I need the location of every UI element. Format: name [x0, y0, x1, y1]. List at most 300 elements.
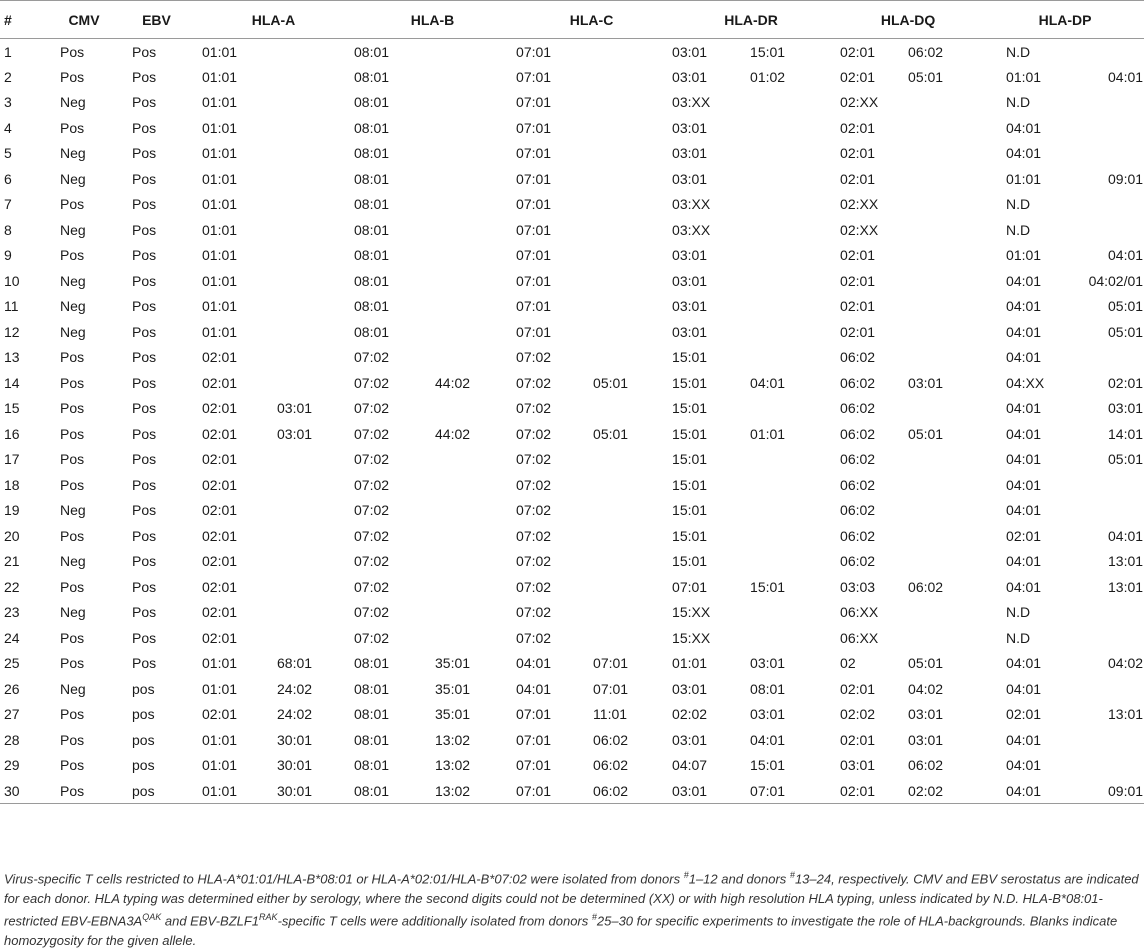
cell-hla-dr-1: 03:01	[672, 323, 708, 340]
cell-hla-a-2	[269, 294, 354, 320]
cell-hla-dr-1: 15:01	[672, 451, 708, 468]
cell-hla-c-2	[593, 90, 672, 116]
cell-hla-c-1: 07:01	[516, 298, 552, 315]
cell-hla-a-2	[269, 370, 354, 396]
table-row	[0, 90, 1144, 116]
cell-ebv: Pos	[132, 374, 157, 391]
cell-hla-b-2	[435, 64, 511, 90]
cell-cmv: Pos	[60, 451, 85, 468]
cell-cmv: Pos	[60, 196, 85, 213]
cell-hla-dp-2	[1071, 217, 1144, 243]
cell-hla-c-1: 07:01	[516, 145, 552, 162]
cell-hla-dq-1: 06:XX	[840, 604, 879, 621]
cell-hla-b-2	[435, 243, 511, 269]
cell-hla-dq-2	[908, 141, 986, 167]
cell-hla-c-2	[593, 345, 672, 371]
cell-hla-dp-2: 04:02/01	[1088, 272, 1144, 289]
table-row	[0, 753, 1144, 779]
cell-hla-c-1: 07:01	[516, 757, 552, 774]
cell-hla-dq-2	[908, 294, 986, 320]
cell-hla-b-2	[435, 549, 511, 575]
cell-hla-dq-1: 02:01	[840, 731, 876, 748]
cell-hla-dp-1: 02:01	[1006, 706, 1042, 723]
cell-number: 29	[4, 757, 20, 774]
cell-ebv: Pos	[132, 119, 157, 136]
cell-hla-dr-2	[750, 192, 830, 218]
cell-hla-c-1: 07:02	[516, 349, 552, 366]
cell-hla-dr-2: 03:01	[750, 706, 786, 723]
cell-hla-a-2	[269, 319, 354, 345]
cell-hla-dp-2: 02:01	[1108, 374, 1144, 391]
cell-hla-dr-2	[750, 268, 830, 294]
cell-cmv: Pos	[60, 68, 85, 85]
cell-hla-a-1: 01:01	[202, 170, 238, 187]
cell-hla-dq-2: 03:01	[908, 374, 944, 391]
cell-hla-a-2: 03:01	[277, 400, 313, 417]
cell-hla-dp-2	[1071, 115, 1144, 141]
cell-hla-dp-1: 01:01	[1006, 247, 1042, 264]
cell-hla-dr-2	[750, 294, 830, 320]
cell-hla-b-1: 08:01	[354, 731, 390, 748]
cell-hla-c-1: 07:01	[516, 170, 552, 187]
cell-number: 17	[4, 451, 20, 468]
cell-hla-a-2	[269, 523, 354, 549]
cell-hla-b-1: 07:02	[354, 451, 390, 468]
cell-ebv: Pos	[132, 221, 157, 238]
cell-hla-dp-1: 04:01	[1006, 272, 1042, 289]
cell-hla-c-1: 07:01	[516, 94, 552, 111]
cell-hla-b-2: 35:01	[435, 680, 471, 697]
cell-hla-dq-2	[908, 243, 986, 269]
cell-hla-dp-1: 04:01	[1006, 425, 1042, 442]
cell-number: 26	[4, 680, 20, 697]
cell-hla-dp-1: 04:01	[1006, 323, 1042, 340]
cell-number: 11	[4, 298, 19, 315]
cell-hla-dq-1: 02:01	[840, 272, 876, 289]
cell-hla-dr-1: 03:XX	[672, 196, 711, 213]
cell-hla-dq-2: 06:02	[908, 43, 944, 60]
cell-hla-dp-1: 04:01	[1006, 451, 1042, 468]
table-row	[0, 778, 1144, 804]
cell-hla-c-1: 07:02	[516, 604, 552, 621]
table-row	[0, 447, 1144, 473]
cell-hla-b-2	[435, 268, 511, 294]
cell-number: 10	[4, 272, 20, 289]
cell-hla-c-1: 07:01	[516, 68, 552, 85]
cell-hla-dp-2	[1071, 141, 1144, 167]
cell-ebv: Pos	[132, 323, 157, 340]
cell-hla-c-2: 11:01	[593, 706, 628, 723]
cell-cmv: Pos	[60, 400, 85, 417]
cell-hla-a-2	[269, 90, 354, 116]
cell-hla-b-2	[435, 472, 511, 498]
cell-hla-b-1: 08:01	[354, 298, 390, 315]
cell-hla-c-2	[593, 166, 672, 192]
cell-hla-dq-2	[908, 90, 986, 116]
cell-number: 20	[4, 527, 20, 544]
table-row	[0, 600, 1144, 626]
cell-hla-dq-1: 02:01	[840, 43, 876, 60]
cell-hla-c-2: 06:02	[593, 757, 629, 774]
cell-hla-dq-1: 06:02	[840, 502, 876, 519]
cell-hla-dr-2	[750, 472, 830, 498]
cell-number: 13	[4, 349, 20, 366]
cell-hla-dp-2: 13:01	[1108, 706, 1144, 723]
cell-hla-c-2: 07:01	[593, 655, 629, 672]
cell-hla-a-2	[269, 39, 354, 65]
cell-cmv: Pos	[48, 778, 120, 804]
cell-hla-dp-2	[1071, 345, 1144, 371]
cell-hla-dq-1: 06:XX	[840, 629, 879, 646]
cell-hla-dr-2	[750, 319, 830, 345]
cell-hla-dp-1: 04:01	[1006, 476, 1042, 493]
cell-hla-dq-1: 02:XX	[840, 196, 879, 213]
cell-hla-dp-2	[1071, 753, 1144, 779]
cell-hla-dp-1: 01:01	[1006, 170, 1042, 187]
footnote-hash: #	[683, 870, 689, 880]
cell-hla-dr-2	[750, 243, 830, 269]
cell-hla-dr-2: 15:01	[750, 43, 786, 60]
table-row	[0, 523, 1144, 549]
cell-hla-b-1: 07:02	[354, 604, 390, 621]
cell-hla-a-2: 24:02	[277, 706, 313, 723]
cell-hla-dp-1: N.D	[1006, 196, 1031, 213]
cell-number: 21	[4, 553, 20, 570]
cell-hla-dq-2: 06:02	[908, 578, 944, 595]
cell-hla-c-1: 07:02	[516, 629, 552, 646]
cell-hla-dr-2	[750, 345, 830, 371]
cell-hla-c-2: 05:01	[593, 374, 629, 391]
table-row	[0, 64, 1144, 90]
cell-ebv: pos	[120, 778, 193, 804]
cell-cmv: Neg	[60, 145, 86, 162]
cell-hla-dq-1: 06:02	[840, 527, 876, 544]
table-row	[0, 549, 1144, 575]
footnote-text: 13–24, respectively. CMV and EBV serostatus are indicated for each donor. HLA typing was determined either by serology, where the second digits could not be determined (XX) or with high resolution HLA typing, unless indicated by N.D. HLA-B*08:01-restricted EBV-EBNA3A	[4, 871, 1139, 929]
table-row	[0, 625, 1144, 651]
table-row	[0, 421, 1144, 447]
cell-number: 1	[4, 43, 12, 60]
cell-hla-dp-2	[1071, 625, 1144, 651]
cell-hla-dp-2: 04:02	[1108, 655, 1144, 672]
cell-hla-dp-2: 04:01	[1108, 247, 1144, 264]
cell-hla-b-1: 07:02	[354, 578, 390, 595]
cell-cmv: Pos	[60, 706, 85, 723]
cell-hla-dp-2	[1071, 472, 1144, 498]
header-hla-dp: HLA-DP	[986, 1, 1144, 39]
cell-hla-b-1: 07:02	[354, 476, 390, 493]
cell-ebv: Pos	[132, 629, 157, 646]
cell-number: 19	[4, 502, 20, 519]
cell-cmv: Pos	[60, 425, 85, 442]
cell-hla-c-1: 04:01	[516, 680, 552, 697]
cell-hla-a-1: 02:01	[202, 425, 238, 442]
cell-hla-dr-1: 15:01	[672, 374, 708, 391]
cell-hla-dr-1: 03:XX	[672, 94, 711, 111]
cell-hla-dp-2: 09:01	[1108, 170, 1144, 187]
cell-hla-c-2	[593, 294, 672, 320]
cell-hla-dq-2	[908, 498, 986, 524]
cell-hla-a-2	[269, 549, 354, 575]
cell-cmv: Neg	[60, 553, 86, 570]
cell-hla-c-2	[593, 115, 672, 141]
cell-ebv: Pos	[132, 170, 157, 187]
cell-cmv: Neg	[60, 323, 86, 340]
cell-hla-dr-1: 15:01	[672, 400, 708, 417]
cell-hla-c-2: 06:02	[593, 731, 629, 748]
cell-hla-dq-1: 02:01	[840, 680, 876, 697]
table-row	[0, 370, 1144, 396]
cell-hla-dr-2: 04:01	[750, 374, 786, 391]
cell-hla-c-1: 07:01	[516, 706, 552, 723]
cell-number: 12	[4, 323, 20, 340]
cell-hla-c-1: 07:02	[516, 451, 552, 468]
cell-hla-c-1: 07:01	[516, 119, 552, 136]
cell-number: 5	[4, 145, 12, 162]
cell-hla-b-1: 08:01	[354, 778, 435, 804]
cell-hla-a-2	[269, 498, 354, 524]
cell-hla-dq-2	[908, 600, 986, 626]
footnote-hash: #	[789, 870, 795, 880]
cell-ebv: Pos	[132, 145, 157, 162]
footnote-text: and EBV-BZLF1	[161, 913, 260, 929]
cell-hla-dq-2	[908, 115, 986, 141]
cell-hla-dp-1: 04:01	[1006, 502, 1042, 519]
cell-hla-b-1: 07:02	[354, 553, 390, 570]
cell-hla-a-1: 01:01	[202, 145, 238, 162]
cell-ebv: pos	[132, 680, 155, 697]
cell-hla-dq-1: 02:01	[840, 68, 876, 85]
cell-hla-dp-2: 09:01	[1071, 778, 1144, 804]
cell-hla-c-2	[593, 64, 672, 90]
cell-ebv: Pos	[132, 349, 157, 366]
cell-hla-dp-1: N.D	[1006, 221, 1031, 238]
cell-hla-a-2	[269, 574, 354, 600]
cell-hla-dp-1: 04:XX	[1006, 374, 1045, 391]
cell-cmv: Pos	[60, 119, 85, 136]
cell-hla-c-1: 07:02	[516, 502, 552, 519]
cell-hla-c-2	[593, 600, 672, 626]
cell-hla-c-2	[593, 472, 672, 498]
cell-hla-dr-2	[750, 217, 830, 243]
cell-hla-b-1: 07:02	[354, 629, 390, 646]
cell-hla-b-2	[435, 345, 511, 371]
cell-hla-dr-2	[750, 166, 830, 192]
cell-number: 15	[4, 400, 20, 417]
cell-hla-b-1: 08:01	[354, 170, 390, 187]
table-row	[0, 166, 1144, 192]
cell-hla-a-2	[269, 447, 354, 473]
cell-hla-dp-2: 05:01	[1108, 451, 1144, 468]
cell-ebv: pos	[132, 706, 155, 723]
cell-hla-b-2: 13:02	[435, 778, 511, 804]
cell-hla-dq-1: 02:01	[840, 247, 876, 264]
cell-cmv: Pos	[60, 476, 85, 493]
cell-number: 27	[4, 706, 20, 723]
cell-cmv: Pos	[60, 655, 85, 672]
cell-hla-b-2	[435, 192, 511, 218]
cell-cmv: Neg	[60, 298, 86, 315]
cell-cmv: Pos	[60, 349, 85, 366]
cell-hla-c-1: 07:02	[516, 425, 552, 442]
cell-hla-c-1: 07:02	[516, 400, 552, 417]
cell-hla-dr-1: 15:XX	[672, 629, 711, 646]
cell-hla-c-1: 07:02	[516, 374, 552, 391]
cell-hla-dp-2: 05:01	[1108, 323, 1144, 340]
cell-hla-dr-1: 15:01	[672, 476, 708, 493]
cell-hla-dp-1: 04:01	[1006, 731, 1042, 748]
cell-hla-dr-2	[750, 498, 830, 524]
cell-hla-a-1: 01:01	[202, 323, 238, 340]
cell-hla-dq-2	[908, 396, 986, 422]
cell-hla-dp-2	[1071, 39, 1144, 65]
cell-ebv: Pos	[132, 43, 157, 60]
cell-hla-dq-2	[908, 319, 986, 345]
cell-hla-a-1: 01:01	[202, 757, 238, 774]
cell-number: 22	[4, 578, 20, 595]
cell-hla-b-1: 08:01	[354, 680, 390, 697]
cell-hla-dr-2	[750, 600, 830, 626]
cell-cmv: Neg	[60, 170, 86, 187]
cell-hla-dr-1: 01:01	[672, 655, 708, 672]
cell-hla-a-2	[269, 345, 354, 371]
cell-number: 4	[4, 119, 12, 136]
table-row	[0, 574, 1144, 600]
cell-hla-b-2	[435, 447, 511, 473]
cell-hla-b-2	[435, 39, 511, 65]
cell-hla-dp-2: 13:01	[1108, 578, 1144, 595]
cell-hla-c-1: 07:01	[516, 221, 552, 238]
cell-hla-a-2	[269, 115, 354, 141]
cell-hla-c-1: 07:01	[516, 272, 552, 289]
cell-hla-dr-1: 15:01	[672, 349, 708, 366]
cell-hla-dp-2	[1071, 498, 1144, 524]
cell-hla-dp-1: 04:01	[1006, 553, 1042, 570]
cell-hla-c-2	[593, 141, 672, 167]
cell-hla-c-1: 07:02	[516, 527, 552, 544]
cell-hla-a-2	[269, 166, 354, 192]
cell-hla-dq-2	[908, 345, 986, 371]
cell-hla-c-2	[593, 549, 672, 575]
cell-hla-a-2	[269, 192, 354, 218]
cell-hla-a-2	[269, 141, 354, 167]
cell-hla-b-2	[435, 90, 511, 116]
cell-hla-a-2: 24:02	[277, 680, 313, 697]
cell-hla-c-2	[593, 396, 672, 422]
cell-hla-c-2	[593, 523, 672, 549]
cell-hla-dp-1: 04:01	[1006, 145, 1042, 162]
cell-hla-dp-2: 04:01	[1108, 68, 1144, 85]
cell-ebv: Pos	[132, 476, 157, 493]
table-row	[0, 702, 1144, 728]
cell-hla-dp-2: 05:01	[1108, 298, 1144, 315]
cell-hla-dr-1: 07:01	[672, 578, 708, 595]
cell-hla-c-1: 07:01	[516, 196, 552, 213]
cell-hla-dp-1: N.D	[1006, 629, 1031, 646]
cell-hla-b-1: 07:02	[354, 349, 390, 366]
cell-hla-a-1: 01:01	[202, 655, 238, 672]
cell-hla-dr-1: 03:01	[672, 145, 708, 162]
cell-hla-b-1: 08:01	[354, 196, 390, 213]
cell-hla-dq-2	[908, 217, 986, 243]
cell-hla-dr-1: 15:01	[672, 502, 708, 519]
footnote-superscript: RAK	[259, 912, 278, 923]
header-hla-a: HLA-A	[193, 1, 354, 39]
cell-hla-dr-1: 03:01	[672, 731, 708, 748]
cell-hla-c-1: 07:01	[516, 731, 552, 748]
cell-hla-a-1: 02:01	[202, 476, 238, 493]
cell-hla-b-2: 35:01	[435, 655, 471, 672]
cell-ebv: pos	[132, 731, 155, 748]
cell-hla-b-2	[435, 625, 511, 651]
cell-cmv: Neg	[60, 604, 86, 621]
cell-hla-dr-1: 15:01	[672, 553, 708, 570]
cell-hla-a-1: 02:01	[202, 527, 238, 544]
cell-hla-a-2	[269, 472, 354, 498]
cell-number: 2	[4, 68, 12, 85]
cell-hla-a-2	[269, 268, 354, 294]
cell-hla-b-2	[435, 523, 511, 549]
cell-hla-c-1: 07:02	[516, 553, 552, 570]
cell-hla-c-1: 07:01	[516, 43, 552, 60]
cell-hla-b-2	[435, 574, 511, 600]
cell-hla-b-1: 08:01	[354, 119, 390, 136]
cell-hla-a-2: 30:01	[277, 731, 313, 748]
cell-number: 7	[4, 196, 12, 213]
cell-hla-dr-1: 15:XX	[672, 604, 711, 621]
cell-number: 8	[4, 221, 12, 238]
cell-hla-dr-2: 01:02	[750, 68, 786, 85]
cell-hla-a-1: 01:01	[202, 731, 238, 748]
cell-hla-c-1: 07:02	[516, 578, 552, 595]
table-row	[0, 498, 1144, 524]
cell-ebv: Pos	[132, 604, 157, 621]
cell-hla-dr-2	[750, 90, 830, 116]
cell-hla-a-1: 01:01	[202, 247, 238, 264]
cell-hla-dq-1: 02:01	[840, 298, 876, 315]
cell-hla-a-1: 02:01	[202, 451, 238, 468]
cell-number: 24	[4, 629, 20, 646]
cell-hla-dq-1: 02:01	[840, 119, 876, 136]
cell-hla-dq-1: 03:03	[840, 578, 876, 595]
cell-hla-dq-1: 02	[840, 655, 856, 672]
footnote-text: 25–30 for specific experiments to investigate the role of HLA-backgrounds. Blanks indicate homozygosity for the given allele.	[4, 913, 1118, 949]
cell-hla-a-1: 02:01	[202, 400, 238, 417]
cell-hla-b-1: 08:01	[354, 247, 390, 264]
cell-number: 28	[4, 731, 20, 748]
cell-hla-a-1: 02:01	[202, 629, 238, 646]
cell-hla-dp-1: N.D	[1006, 94, 1031, 111]
cell-hla-b-2	[435, 319, 511, 345]
cell-hla-a-1: 01:01	[202, 298, 238, 315]
cell-hla-dr-1: 03:01	[672, 272, 708, 289]
table-row	[0, 294, 1144, 320]
cell-hla-dq-2: 03:01	[908, 731, 944, 748]
table-row	[0, 115, 1144, 141]
cell-hla-a-2: 03:01	[277, 425, 313, 442]
cell-hla-dq-1: 06:02	[840, 349, 876, 366]
cell-hla-dr-2: 03:01	[750, 655, 786, 672]
cell-cmv: Pos	[60, 629, 85, 646]
cell-hla-a-1: 01:01	[202, 43, 238, 60]
cell-hla-b-1: 07:02	[354, 425, 390, 442]
cell-hla-c-2	[593, 319, 672, 345]
cell-number: 3	[4, 94, 12, 111]
cell-hla-c-1: 07:01	[516, 247, 552, 264]
cell-hla-dq-1: 06:02	[840, 476, 876, 493]
cell-hla-b-2	[435, 498, 511, 524]
cell-hla-dr-1: 03:01	[672, 119, 708, 136]
